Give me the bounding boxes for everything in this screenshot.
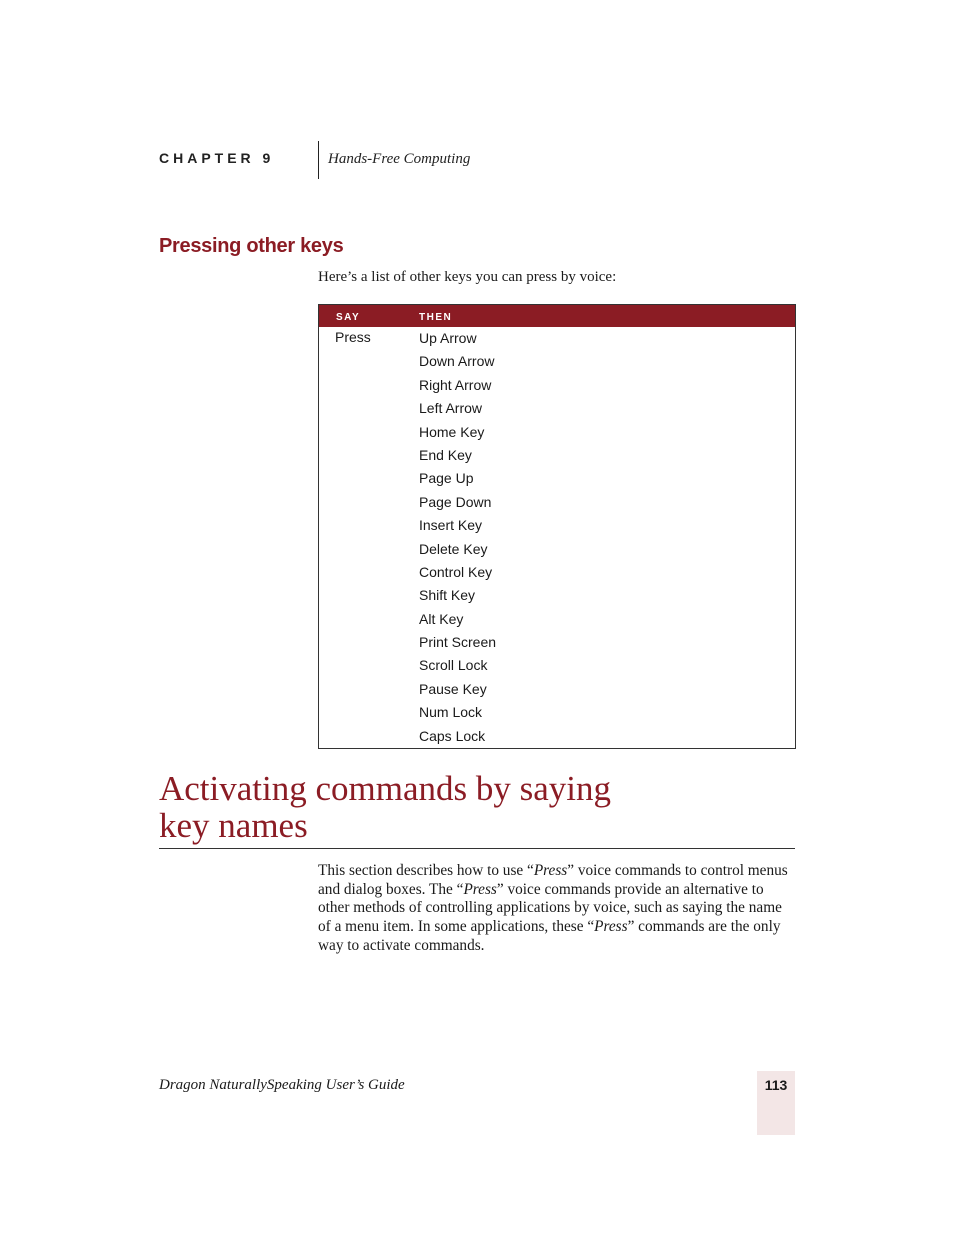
title-rule	[159, 848, 795, 849]
footer-book-title: Dragon NaturallySpeaking User’s Guide	[159, 1077, 405, 1093]
list-item: Page Down	[419, 493, 492, 510]
section-intro: Here’s a list of other keys you can press by voice:	[318, 269, 617, 285]
section-heading: Pressing other keys	[159, 235, 344, 257]
chapter-label: CHAPTER 9	[159, 150, 275, 166]
press-term: Press	[533, 862, 568, 879]
body-paragraph	[318, 862, 796, 956]
paragraph-text: ” voice commands provide an alternative to other methods of controlling applications by voice, such as saying the name of a menu item. In some applications, these “	[318, 880, 782, 936]
list-item: Shift Key	[419, 587, 476, 604]
list-item: Print Screen	[419, 634, 497, 651]
list-item: End Key	[419, 446, 472, 463]
list-item: Pause Key	[419, 680, 487, 697]
main-title	[159, 770, 795, 844]
table-header	[319, 305, 795, 327]
main-title-line-1: Activating commands by saying	[159, 769, 612, 808]
main-title-line-2: key names	[159, 806, 308, 845]
keys-table	[318, 304, 796, 749]
chapter-title: Hands-Free Computing	[328, 151, 471, 167]
list-item: Caps Lock	[419, 727, 486, 744]
list-item: Insert Key	[419, 517, 483, 534]
list-item: Page Up	[419, 470, 474, 487]
then-list	[419, 329, 496, 750]
list-item: Control Key	[419, 563, 493, 580]
list-item: Alt Key	[419, 610, 464, 627]
header-divider	[318, 141, 319, 179]
press-term: Press	[463, 880, 497, 898]
list-item: Left Arrow	[419, 400, 483, 417]
list-item: Delete Key	[419, 540, 488, 557]
list-item: Right Arrow	[419, 376, 492, 393]
say-cell: Press	[335, 329, 371, 345]
paragraph-text: This section describes how to use “	[318, 862, 534, 879]
header-say: SAY	[336, 312, 361, 323]
page-number: 113	[764, 1077, 788, 1093]
list-item: Num Lock	[419, 704, 483, 721]
list-item: Home Key	[419, 423, 485, 440]
list-item: Up Arrow	[419, 330, 477, 346]
page-number-box	[757, 1071, 795, 1135]
header-then: THEN	[419, 312, 453, 323]
paragraph-text: ” commands are the only way to activate commands.	[318, 918, 781, 954]
list-item: Down Arrow	[419, 353, 495, 370]
paragraph-text: ” voice commands to control menus and dialog boxes. The “	[318, 862, 788, 898]
list-item: Scroll Lock	[419, 657, 488, 674]
press-term: Press	[594, 918, 628, 936]
